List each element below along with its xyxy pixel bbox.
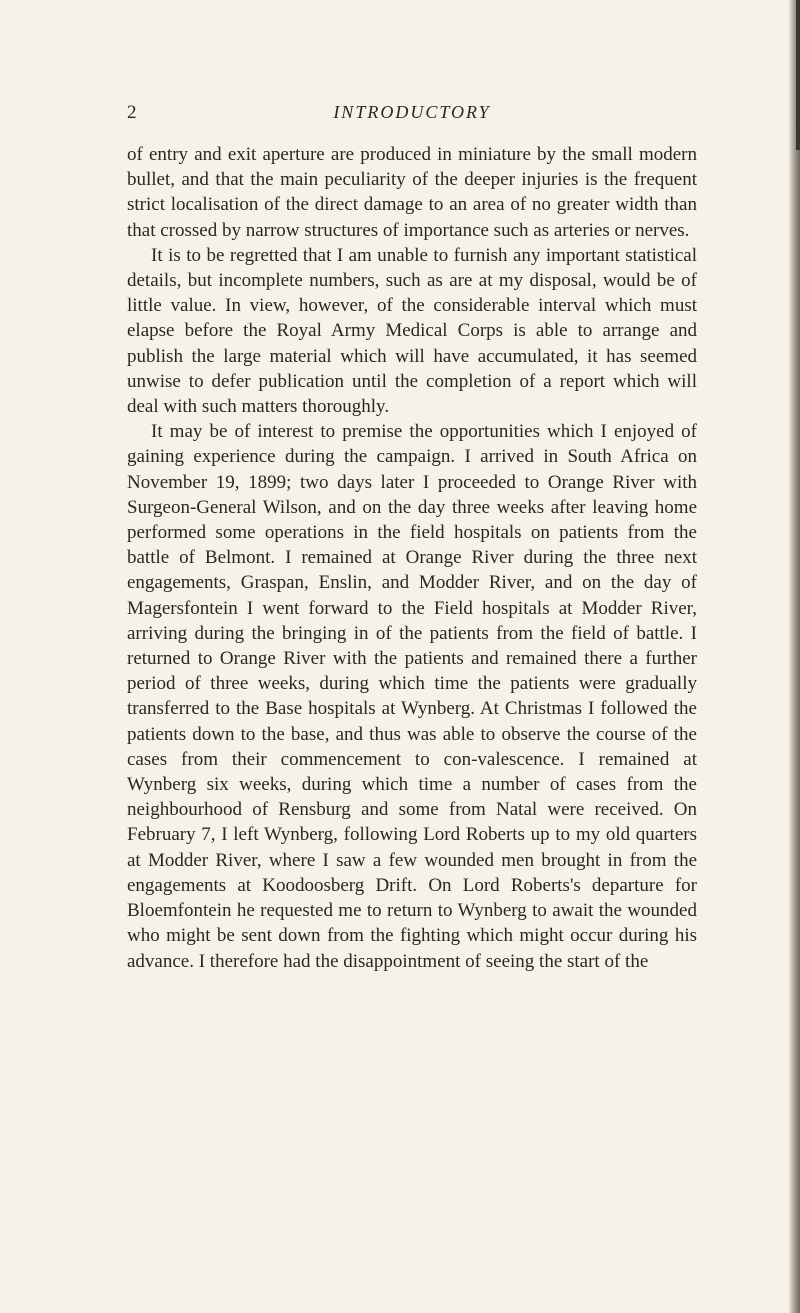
page-edge-shadow bbox=[788, 0, 800, 1313]
paragraph-continued: of entry and exit aperture are produced in miniature by the small modern bullet, and that the main peculiarity of the deeper injuries is the frequent strict localisation of the direct damage to an area of no greater width than that crossed by narrow structures of importance such as arteries or nerves. bbox=[127, 144, 697, 241]
running-title: INTRODUCTORY bbox=[333, 102, 491, 122]
paragraph-statistics: It is to be regretted that I am unable to furnish any important statistical details, but incomplete numbers, such as are at my disposal, would be of little value. In view, however, of the considerable interval which must elapse before the Royal Army Medical Corps is able to arrange and publish the large material which will have accumulated, it has seemed unwise to defer publication until the completion of a report which will deal with such matters thoroughly. bbox=[127, 244, 697, 418]
page-number: 2 bbox=[127, 102, 138, 123]
body-text bbox=[127, 142, 697, 974]
paragraph-campaign: It may be of interest to premise the opportunities which I enjoyed of gaining experience during the campaign. I arrived in South Africa on November 19, 1899; two days later I proceeded to Orange River with Surgeon-General Wilson, and on the day three weeks after leaving home performed some operations in the field hospitals on patients from the battle of Belmont. I remained at Orange River during the three next engagements, Graspan, Enslin, and Modder River, and on the day of Magersfontein I went forward to the Field hospitals at Modder River, arriving during the bringing in of the patients from the field of battle. I returned to Orange River with the patients and remained there a further period of three weeks, during which time the patients were gradually transferred to the Base hospitals at Wynberg. At Christmas I followed the patients down to the base, and thus was able to observe the course of the cases from their commencement to con-valescence. I remained at Wynberg six weeks, during which time a number of cases from the neighbourhood of Rensburg and some from Natal were received. On February 7, I left Wynberg, following Lord Roberts up to my old quarters at Modder River, where I saw a few wounded men brought in from the engagements at Koodoosberg Drift. On Lord Roberts's departure for Bloemfontein he requested me to return to Wynberg to await the wounded who might be sent down from the fighting which might occur during his advance. I therefore had the disappointment of seeing the start of the bbox=[127, 421, 697, 972]
running-head bbox=[127, 102, 697, 128]
page-edge-mark bbox=[796, 0, 800, 150]
